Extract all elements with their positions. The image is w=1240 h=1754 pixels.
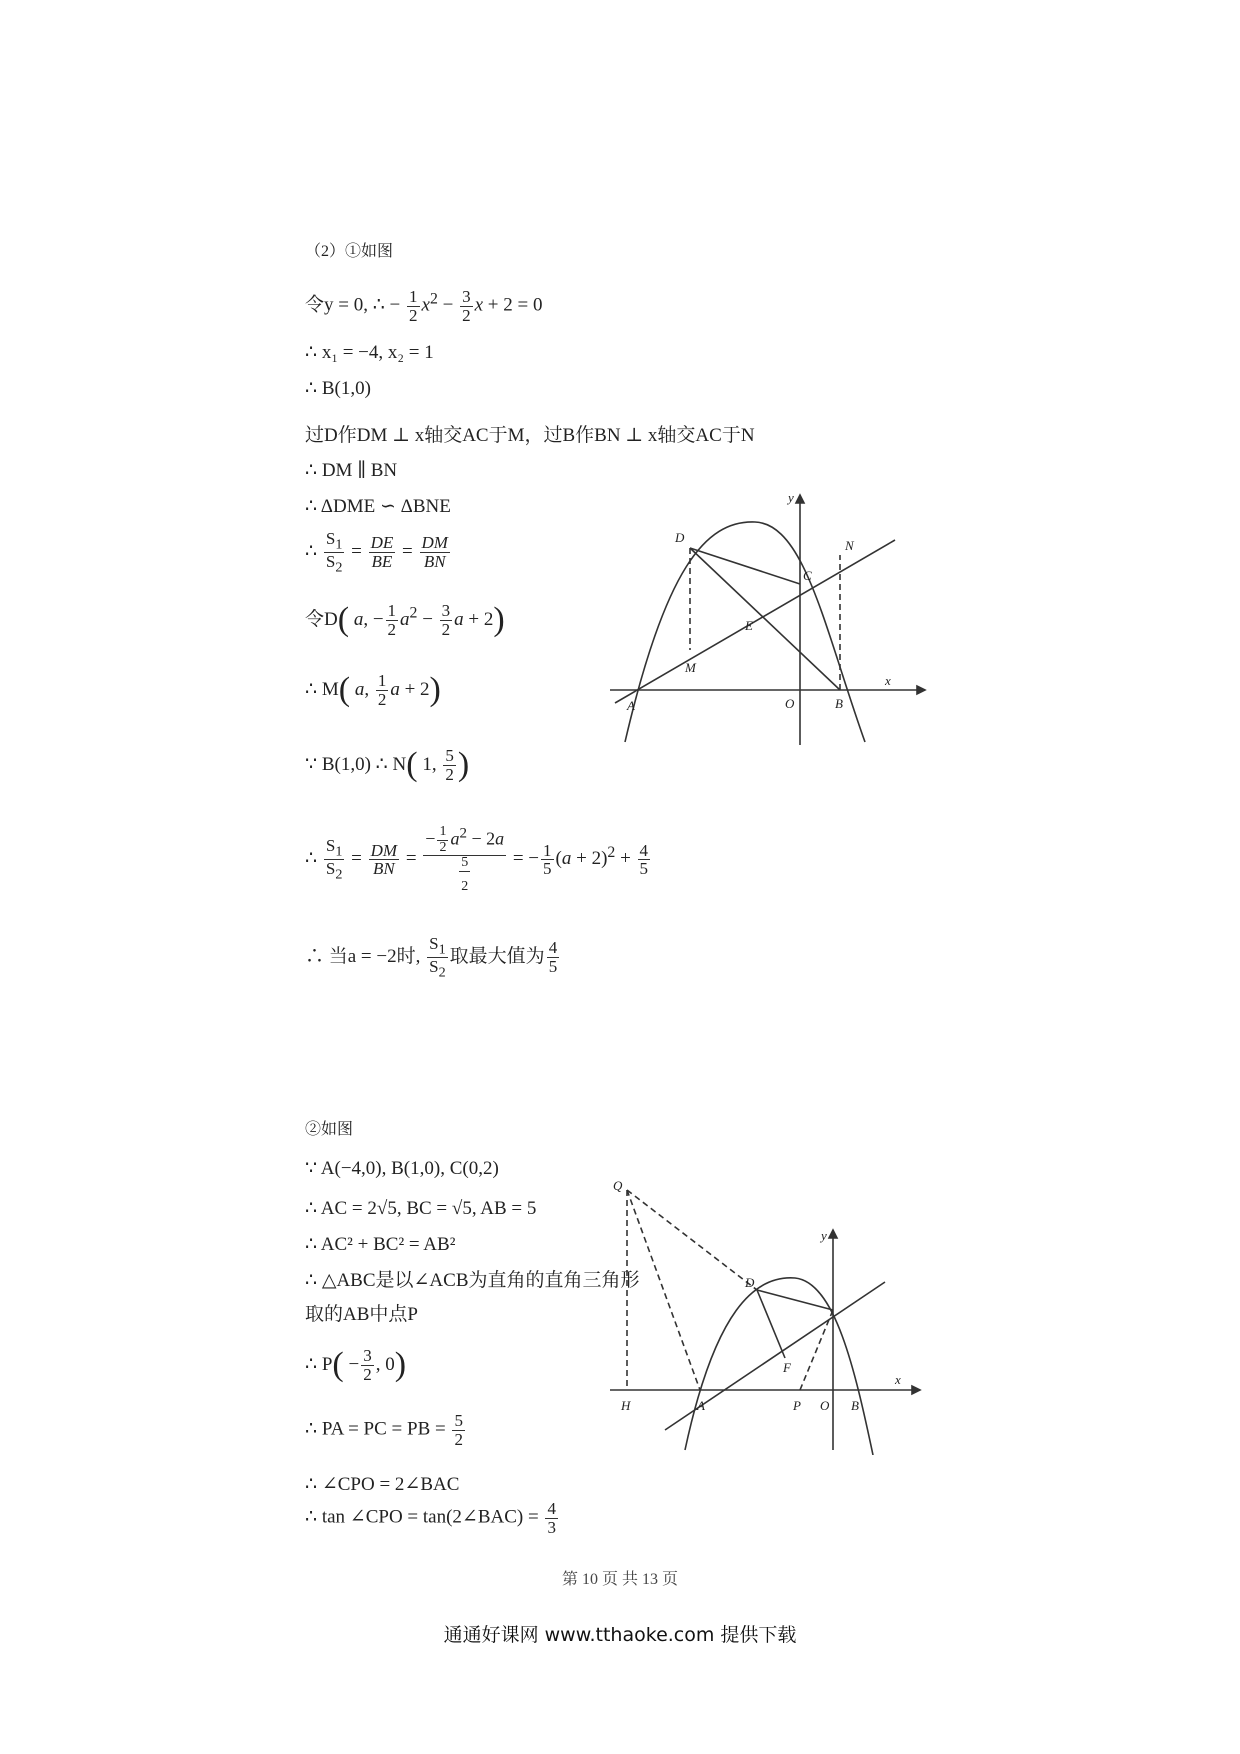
label-m: M — [685, 660, 696, 675]
segment-qd — [627, 1190, 757, 1290]
label-p: P — [793, 1398, 801, 1413]
eq-max-value: ∴ 当a = −2时, $\frac{S_1}{S_2}$ 取最大值为 $\frac{4}{5}$ — [305, 934, 558, 981]
midpoint-text: 取的AB中点P — [305, 1304, 418, 1325]
eq-roots: ∴ x₁ = −4, x₂ = 1 — [305, 342, 434, 363]
label-o: O — [785, 696, 795, 711]
part1-heading: （2）①如图 — [305, 243, 394, 260]
eq-let-y: 令y = 0, ∴ − $\frac{1}{2}$ $x^2$ − $\frac{3}{2}$ x + 2 = 0 — [305, 287, 543, 325]
eq-pythagoras: ∴ AC² + BC² = AB² — [305, 1234, 456, 1255]
label-b: B — [851, 1398, 859, 1413]
page-number: 第 10 页 共 13 页 — [561, 1571, 678, 1588]
label-b: B — [835, 696, 843, 711]
eq-area-ratio: ∴ $\frac{S_1}{S_2}$ = $\frac{DE}{BE}$ = $\frac{DM}{BN}$ — [305, 529, 448, 576]
label-e: E — [745, 618, 753, 633]
label-y: y — [821, 1228, 827, 1243]
label-o: O — [820, 1398, 830, 1413]
eq-lengths: ∴ AC = 2√5, BC = √5, AB = 5 — [305, 1198, 537, 1219]
figure-2-parabola-diagram — [605, 1170, 925, 1455]
eq-point-p: ∴ P( − $\frac{3}{2}$ , 0) — [305, 1346, 407, 1384]
segment-qa — [627, 1190, 700, 1390]
figure-1-parabola-diagram — [605, 480, 935, 750]
segment-pc — [800, 1310, 833, 1390]
eq-equal-lengths: ∴ PA = PC = PB = $\frac{5}{2}$ — [305, 1411, 463, 1449]
right-triangle-text: ∴ △ABC是以∠ACB为直角的直角三角形 — [305, 1270, 640, 1291]
eq-angle: ∴ ∠CPO = 2∠BAC — [305, 1474, 460, 1495]
eq-points-abc: ∵ A(−4,0), B(1,0), C(0,2) — [305, 1158, 499, 1179]
label-x: x — [895, 1372, 901, 1387]
segment-db — [690, 548, 840, 690]
construction-text: 过D作DM ⊥ x轴交AC于M，过B作BN ⊥ x轴交AC于N — [305, 425, 755, 446]
label-y: y — [788, 490, 794, 505]
label-x: x — [885, 673, 891, 688]
segment-dc — [757, 1290, 833, 1310]
segment-dc — [690, 548, 800, 584]
segment-df — [757, 1290, 785, 1358]
eq-tan: ∴ tan ∠CPO = tan(2∠BAC) = $\frac{4}{3}$ — [305, 1499, 556, 1537]
eq-parallel: ∴ DM ∥ BN — [305, 460, 398, 481]
label-n: N — [845, 538, 854, 553]
label-d: D — [745, 1275, 755, 1290]
label-a: A — [627, 698, 635, 713]
eq-let-d: 令D( a, − $\frac{1}{2}$ $a^2$ − $\frac{3}{2}$ a + 2) — [305, 601, 505, 639]
label-h: H — [621, 1398, 631, 1413]
label-c: C — [803, 568, 812, 583]
line-ac — [615, 540, 895, 703]
eq-point-n: ∵ B(1,0) ∴ N( 1, $\frac{5}{2}$ ) — [305, 746, 470, 784]
site-footer: 通通好课网 www.tthaoke.com 提供下载 — [443, 1624, 797, 1646]
parabola-curve — [685, 1278, 873, 1455]
label-d: D — [675, 530, 685, 545]
label-a: A — [697, 1398, 705, 1413]
eq-ratio-result: ∴ $\frac{S_1}{S_2}$ = $\frac{DM}{BN}$ = − $\frac{1}{2}$ $a^2 - 2a$ $\frac{5}{2}$ = − $\frac{1}{5}$ $(a + 2)^2$ + $\frac{4}{5}$ — [305, 824, 649, 895]
label-q: Q — [613, 1178, 623, 1193]
eq-point-b: ∴ B(1,0) — [305, 378, 371, 399]
eq-similar: ∴ ΔDME ∽ ΔBNE — [305, 496, 451, 517]
eq-point-m: ∴ M( a, $\frac{1}{2}$ a + 2) — [305, 671, 441, 709]
part2-heading: ②如图 — [305, 1121, 354, 1138]
label-f: F — [783, 1360, 791, 1375]
